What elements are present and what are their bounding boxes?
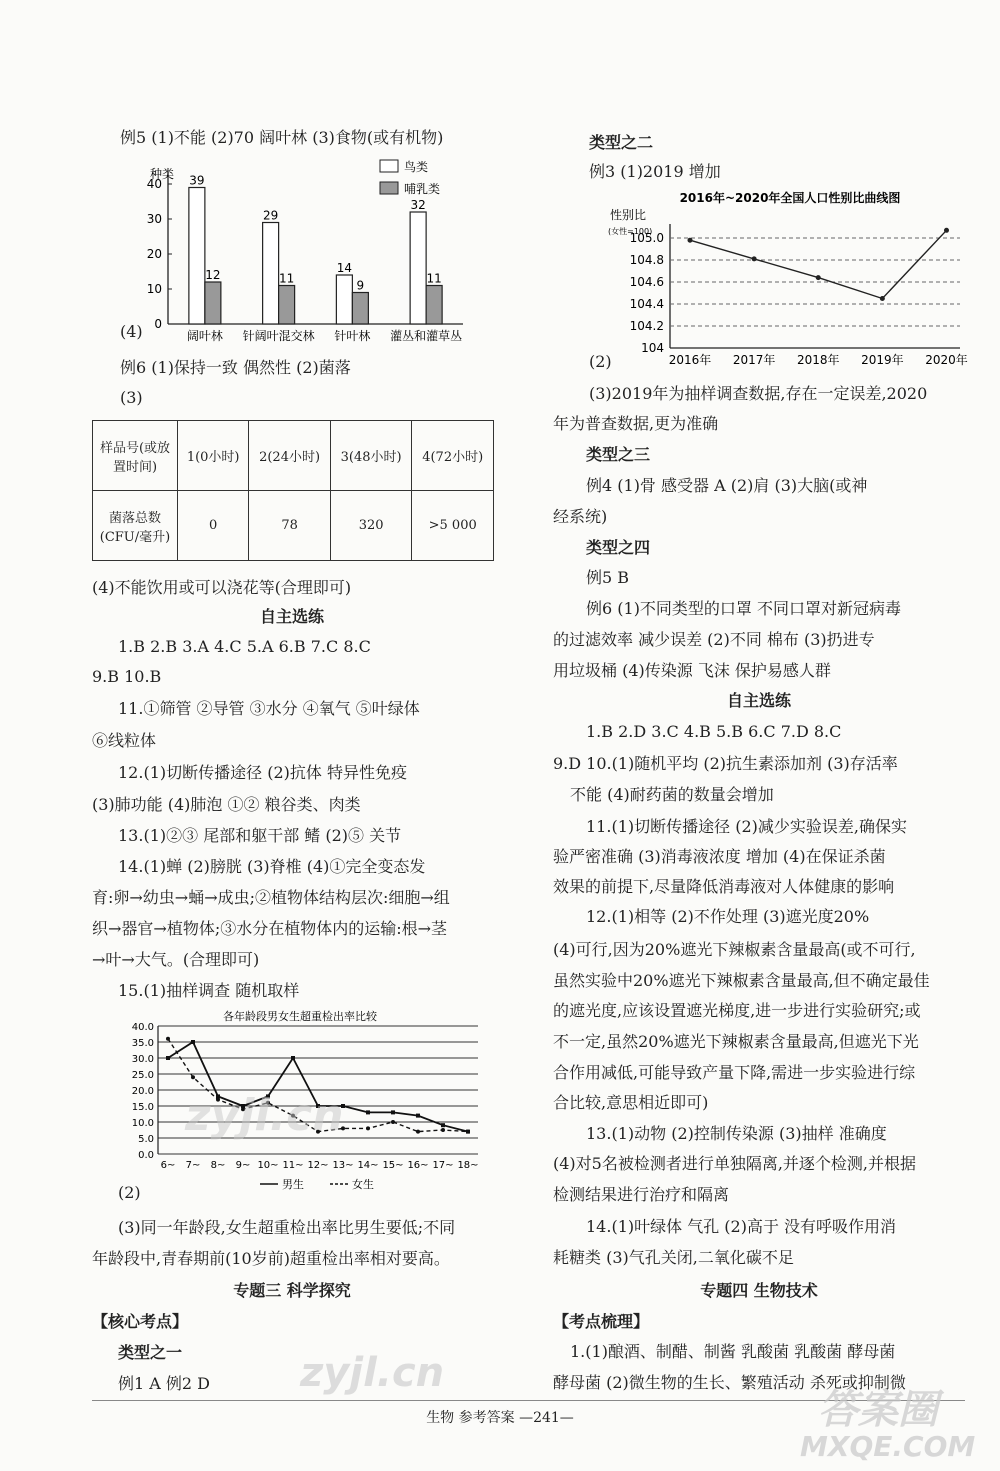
ex5-answer: 例5 (1)不能 (2)70 阔叶林 (3)食物(或有机物) xyxy=(120,128,444,147)
answer-line: 的过滤效率 减少误差 (2)不同 棉布 (3)扔进专 xyxy=(553,630,875,649)
x-tick-label: 8~ xyxy=(210,1160,226,1171)
section-heading: 【核心考点】 xyxy=(92,1312,189,1331)
x-tick-label: 15~ xyxy=(382,1160,404,1171)
data-point xyxy=(191,1075,195,1079)
x-tick-label: 2017年 xyxy=(732,353,776,367)
y-tick-label: 35.0 xyxy=(131,1038,154,1049)
table-cell: 1(0小时) xyxy=(178,421,249,491)
x-tick-label: 2020年 xyxy=(925,353,968,367)
y-tick-label: 30 xyxy=(146,212,162,226)
data-point xyxy=(441,1123,445,1127)
answer-line: 1.(1)酿酒、制醋、制酱 乳酸菌 乳酸菌 酵母菌 xyxy=(570,1342,896,1361)
table-cell: 78 xyxy=(249,491,331,561)
x-tick-label: 13~ xyxy=(332,1160,354,1171)
data-point xyxy=(166,1056,170,1060)
answer-line: 年龄段中,青春期前(10岁前)超重检出率相对要高。 xyxy=(92,1249,450,1268)
q15-2-label: (2) xyxy=(118,1183,141,1202)
answer-line: 酵母菌 (2)微生物的生长、繁殖活动 杀死或抑制微 xyxy=(553,1373,906,1392)
answer-line: 11.①筛管 ②导管 ③水分 ④氧气 ⑤叶绿体 xyxy=(118,699,420,718)
data-point xyxy=(391,1120,395,1124)
data-label: 32 xyxy=(410,198,426,212)
answer-line: 效果的前提下,尽量降低消毒液对人体健康的影响 xyxy=(553,877,895,896)
y-axis-label: 种类 xyxy=(150,167,175,181)
answer-line: 年为普查数据,更为准确 xyxy=(553,414,719,433)
data-point xyxy=(441,1128,445,1132)
data-point xyxy=(191,1040,195,1044)
answer-line: 育:卵→幼虫→蛹→成虫;②植物体结构层次:细胞→组 xyxy=(92,888,450,907)
data-point xyxy=(366,1126,370,1130)
answer-line: 的遮光度,应该设置遮光梯度,进一步进行实验研究;或 xyxy=(553,1001,921,1020)
bar xyxy=(279,286,295,325)
answer-line: →叶→大气。(合理即可) xyxy=(92,950,260,969)
table-cell: 2(24小时) xyxy=(249,421,331,491)
data-point xyxy=(291,1056,295,1060)
sample-table xyxy=(92,420,494,561)
section-heading: 自主选练 xyxy=(726,691,791,710)
answer-line: 1.B 2.D 3.C 4.B 5.B 6.C 7.D 8.C xyxy=(586,722,842,741)
x-tick-label: 针阔叶混交林 xyxy=(242,329,315,343)
table-cell: 菌落总数(CFU/毫升) xyxy=(93,491,178,561)
answer-line: 不一定,虽然20%遮光下辣椒素含量最高,但遮光下光 xyxy=(553,1032,919,1051)
page-footer: 生物 参考答案 —241— xyxy=(426,1410,574,1426)
answer-line: 12.(1)相等 (2)不作处理 (3)遮光度20% xyxy=(586,907,870,926)
answer-line: (3)同一年龄段,女生超重检出率比男生要低;不同 xyxy=(118,1218,456,1237)
x-tick-label: 灌丛和灌草丛 xyxy=(390,329,463,343)
ex6-answer: 例6 (1)保持一致 偶然性 (2)菌落 xyxy=(120,358,351,377)
x-tick-label: 17~ xyxy=(432,1160,454,1171)
answer-line: 13.(1)②③ 尾部和躯干部 鳍 (2)⑤ 关节 xyxy=(118,826,402,845)
data-point xyxy=(416,1130,420,1134)
y-tick-label: 30.0 xyxy=(131,1054,154,1065)
answer-line: ⑥线粒体 xyxy=(92,731,157,750)
y-tick-label: 10 xyxy=(146,282,162,296)
answer-line: (3)2019年为抽样调查数据,存在一定误差,2020 xyxy=(589,384,928,403)
x-tick-label: 2018年 xyxy=(796,353,840,367)
y-tick-label: 104.4 xyxy=(629,297,664,311)
legend-label: 女生 xyxy=(352,1178,374,1191)
answer-line: 合比较,意思相近即可) xyxy=(553,1093,709,1112)
answer-line: 9.B 10.B xyxy=(92,667,162,686)
data-point xyxy=(466,1130,470,1134)
answer-line: 14.(1)叶绿体 气孔 (2)高于 没有呼吸作用消 xyxy=(586,1217,897,1236)
bar xyxy=(352,293,368,325)
answer-line: (3)肺功能 (4)肺泡 ①② 粮谷类、肉类 xyxy=(92,795,361,814)
y-tick-label: 40.0 xyxy=(131,1022,154,1033)
section-heading: 自主选练 xyxy=(259,607,324,626)
watermark-logo: zyjl.cn xyxy=(185,1090,344,1141)
section-heading: 类型之四 xyxy=(586,538,651,557)
chart-title: 2016年~2020年全国人口性别比曲线图 xyxy=(679,191,901,205)
section-heading: 类型之二 xyxy=(589,133,654,152)
ex5-q4-label: (4) xyxy=(120,322,143,341)
y-axis-label: 性别比 xyxy=(610,208,647,222)
data-point xyxy=(688,238,693,243)
bar-chart-species xyxy=(118,152,478,352)
table-cell: 样品号(或放置时间) xyxy=(93,421,178,491)
data-label: 11 xyxy=(278,271,295,286)
x-tick-label: 16~ xyxy=(407,1160,429,1171)
section-heading: 类型之三 xyxy=(586,445,651,464)
answer-line: 用垃圾桶 (4)传染源 飞沫 保护易感人群 xyxy=(553,661,831,680)
bar xyxy=(205,282,221,324)
topic-heading: 专题三 科学探究 xyxy=(233,1281,351,1300)
y-tick-label: 25.0 xyxy=(131,1070,154,1081)
answer-line: 例3 (1)2019 增加 xyxy=(589,162,721,181)
data-point xyxy=(416,1114,420,1118)
legend-swatch xyxy=(380,160,398,172)
answer-line: 12.(1)切断传播途径 (2)抗体 特异性免疫 xyxy=(118,763,407,782)
answer-line: 织→器官→植物体;③水分在植物体内的运输:根→茎 xyxy=(92,919,448,938)
answer-line: 例4 (1)骨 感受器 A (2)肩 (3)大脑(或神 xyxy=(586,476,868,495)
answer-line: 验严密准确 (3)消毒液浓度 增加 (4)在保证杀菌 xyxy=(553,847,886,866)
answer-line: 检测结果进行治疗和隔离 xyxy=(553,1185,730,1204)
data-label: 9 xyxy=(356,278,365,293)
data-label: 11 xyxy=(426,271,442,286)
ex6-q4: (4)不能饮用或可以浇花等(合理即可) xyxy=(92,578,352,597)
answer-line: 13.(1)动物 (2)控制传染源 (3)抽样 准确度 xyxy=(586,1124,887,1143)
data-label: 39 xyxy=(189,173,205,188)
y-tick-label: 104 xyxy=(641,341,664,355)
y-axis-note: (女性=100) xyxy=(608,227,653,236)
x-tick-label: 12~ xyxy=(307,1160,329,1171)
answer-line: 9.D 10.(1)随机平均 (2)抗生素添加剂 (3)存活率 xyxy=(553,754,898,773)
answer-line: 耗糖类 (3)气孔关闭,二氧化碳不足 xyxy=(553,1248,794,1267)
legend-swatch xyxy=(380,182,398,194)
bar xyxy=(410,212,426,324)
y-tick-label: 40 xyxy=(146,177,162,191)
table-cell: 320 xyxy=(330,491,412,561)
data-label: 14 xyxy=(336,261,353,275)
table-cell: 4(72小时) xyxy=(412,421,494,491)
data-point xyxy=(816,275,821,280)
data-point xyxy=(752,256,757,261)
x-tick-label: 18~ xyxy=(457,1160,479,1171)
answer-line: 合作用减低,可能导致产量下降,需进一步实验进行综 xyxy=(553,1063,916,1082)
answer-line: 例6 (1)不同类型的口罩 不同口罩对新冠病毒 xyxy=(586,599,902,618)
topic-heading: 专题四 生物技术 xyxy=(700,1281,818,1300)
y-tick-label: 104.2 xyxy=(629,319,664,333)
x-tick-label: 针叶林 xyxy=(334,329,371,343)
x-tick-label: 11~ xyxy=(282,1160,304,1171)
line-chart-sex-ratio xyxy=(590,186,970,376)
watermark-logo: 答案圈 xyxy=(818,1387,938,1433)
bar xyxy=(263,223,279,325)
answer-line: 虽然实验中20%遮光下辣椒素含量最高,但不确定最佳 xyxy=(553,971,930,990)
table-row xyxy=(93,491,494,561)
x-tick-label: 阔叶林 xyxy=(186,329,223,343)
y-tick-label: 0.0 xyxy=(138,1150,154,1161)
table-cell: 0 xyxy=(178,491,249,561)
y-tick-label: 105.0 xyxy=(629,231,664,245)
answer-line: 15.(1)抽样调查 随机取样 xyxy=(118,981,300,1000)
legend-label: 哺乳类 xyxy=(404,182,441,196)
x-tick-label: 7~ xyxy=(185,1160,201,1171)
x-tick-label: 2016年 xyxy=(668,353,712,367)
section-heading: 【考点梳理】 xyxy=(553,1312,650,1331)
x-tick-label: 9~ xyxy=(235,1160,251,1171)
ex6-q3-label: (3) xyxy=(120,388,143,407)
ex3-q2-label: (2) xyxy=(589,352,612,371)
table-row xyxy=(93,421,494,491)
answer-line: 经系统) xyxy=(553,507,608,526)
y-tick-label: 20.0 xyxy=(131,1086,154,1097)
legend-label: 男生 xyxy=(282,1178,304,1191)
x-tick-label: 6~ xyxy=(160,1160,176,1171)
table-cell: 3(48小时) xyxy=(330,421,412,491)
section-heading: 类型之一 xyxy=(118,1343,183,1362)
answer-line: 1.B 2.B 3.A 4.C 5.A 6.B 7.C 8.C xyxy=(118,637,371,656)
y-tick-label: 0 xyxy=(154,317,162,331)
data-point xyxy=(944,228,949,233)
x-tick-label: 10~ xyxy=(257,1160,279,1171)
y-tick-label: 104.6 xyxy=(629,275,664,289)
answer-line: (4)可行,因为20%遮光下辣椒素含量最高(或不可行, xyxy=(553,940,916,959)
x-tick-label: 14~ xyxy=(357,1160,379,1171)
watermark-logo: MXQE.COM xyxy=(800,1430,976,1463)
y-tick-label: 15.0 xyxy=(131,1102,154,1113)
data-label: 12 xyxy=(205,268,221,282)
answer-line: 11.(1)切断传播途径 (2)减少实验误差,确保实 xyxy=(586,817,907,836)
answer-line: 例1 A 例2 D xyxy=(118,1374,211,1393)
bar xyxy=(189,188,205,325)
data-point xyxy=(166,1037,170,1041)
legend-label: 鸟类 xyxy=(404,160,429,174)
data-point xyxy=(366,1110,370,1114)
data-label: 29 xyxy=(262,208,279,223)
bar xyxy=(426,286,442,325)
y-tick-label: 5.0 xyxy=(138,1134,154,1145)
series-line xyxy=(690,230,947,298)
table-cell: >5 000 xyxy=(412,491,494,561)
answer-line: 不能 (4)耐药菌的数量会增加 xyxy=(570,785,774,804)
watermark-logo: zyjl.cn xyxy=(300,1350,445,1396)
y-tick-label: 20 xyxy=(146,247,162,261)
y-tick-label: 104.8 xyxy=(629,253,664,267)
bar xyxy=(336,275,352,324)
answer-line: 例5 B xyxy=(586,568,630,587)
x-tick-label: 2019年 xyxy=(861,353,904,367)
chart-title: 各年龄段男女生超重检出率比较 xyxy=(223,1010,377,1023)
data-point xyxy=(391,1110,395,1114)
y-tick-label: 10.0 xyxy=(131,1118,154,1129)
data-point xyxy=(880,296,885,301)
answer-line: (4)对5名被检测者进行单独隔离,并逐个检测,并根据 xyxy=(553,1154,917,1173)
answer-line: 14.(1)蝉 (2)膀胱 (3)脊椎 (4)①完全变态发 xyxy=(118,857,426,876)
